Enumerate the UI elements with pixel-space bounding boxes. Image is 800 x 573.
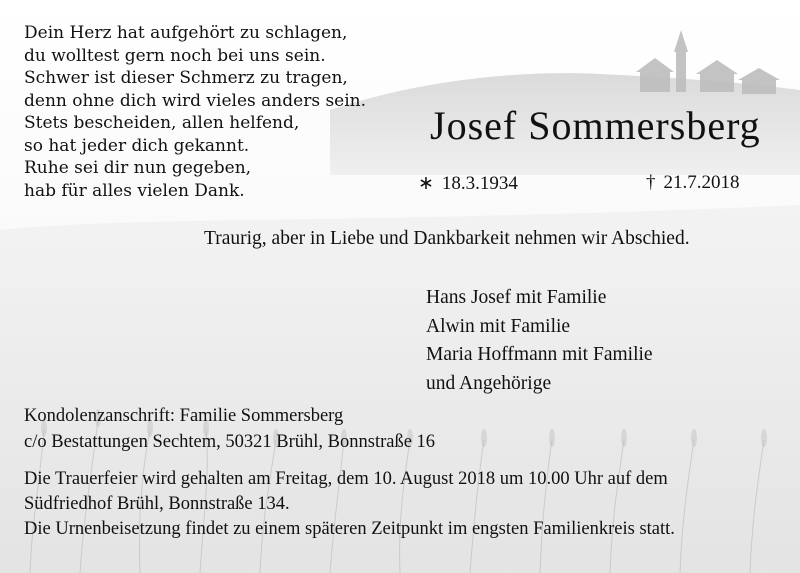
ceremony-line: Südfriedhof Brühl, Bonnstraße 134. <box>24 494 290 514</box>
mourners-list <box>426 284 653 398</box>
poem-line: Schwer ist dieser Schmerz zu tragen, <box>24 68 348 88</box>
death-date: 21.7.2018 <box>663 172 740 193</box>
poem-line: Stets bescheiden, allen helfend, <box>24 113 300 133</box>
mourner-entry: Maria Hoffmann mit Familie <box>426 344 653 365</box>
memorial-poem <box>24 22 366 202</box>
deceased-name: Josef Sommersberg <box>430 103 761 148</box>
ceremony-line: Die Urnenbeisetzung findet zu einem späteren Zeitpunkt im engsten Familienkreis statt. <box>24 519 675 539</box>
mourner-entry: Hans Josef mit Familie <box>426 287 607 308</box>
mourner-entry: und Angehörige <box>426 372 552 394</box>
poem-line: du wolltest gern noch bei uns sein. <box>24 45 326 66</box>
poem-line: so hat jeder dich gekannt. <box>24 135 250 156</box>
mourner-entry: Alwin mit Familie <box>426 315 571 337</box>
poem-line: hab für alles vielen Dank. <box>24 180 245 201</box>
birth-date-block <box>418 172 518 195</box>
birth-date: 18.3.1934 <box>441 173 518 194</box>
condolence-address <box>24 404 435 455</box>
farewell-statement: Traurig, aber in Liebe und Dankbarkeit nehmen wir Abschied. <box>204 228 690 249</box>
birth-star-icon: ∗ <box>418 173 434 194</box>
condolence-line: c/o Bestattungen Sechtem, 50321 Brühl, Bonnstraße 16 <box>24 431 436 452</box>
poem-line: denn ohne dich wird vieles anders sein. <box>24 90 367 111</box>
death-date-block <box>646 172 740 194</box>
ceremony-line: Die Trauerfeier wird gehalten am Freitag, dem 10. August 2018 um 10.00 Uhr auf dem <box>24 469 668 489</box>
poem-line: Ruhe sei dir nun gegeben, <box>24 158 252 178</box>
condolence-line: Kondolenzanschrift: Familie Sommersberg <box>24 406 344 426</box>
poem-line: Dein Herz hat aufgehört zu schlagen, <box>24 23 348 43</box>
ceremony-details <box>24 467 675 542</box>
death-cross-icon: † <box>646 172 656 193</box>
